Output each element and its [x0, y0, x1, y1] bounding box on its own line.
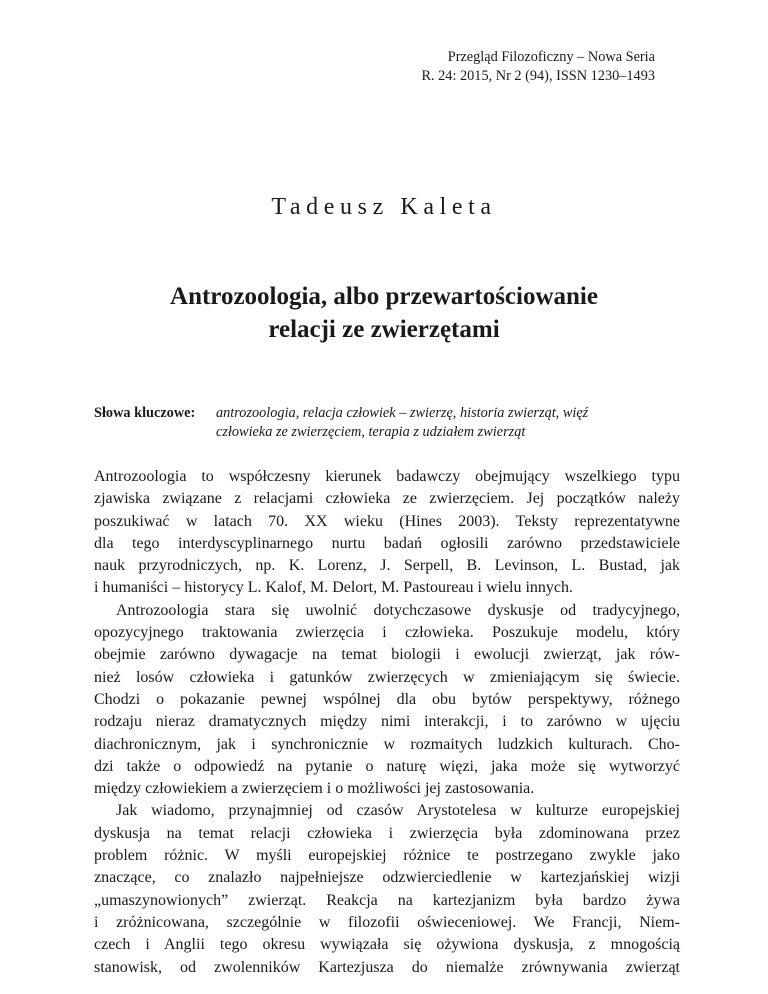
text-line: dzi także o odpowiedź na pytanie o naturę więzi, jaka może się wytworzyć — [94, 757, 680, 775]
text-line: Jak wiadomo, przynajmniej od czasów Arystotelesa w kulturze europejskiej — [116, 802, 680, 820]
keywords-block — [94, 404, 680, 442]
paragraph-3 — [94, 800, 680, 978]
text-line: Antrozoologia stara się uwolnić dotychczasowe dyskusje od tradycyjnego, — [116, 601, 680, 619]
keywords-label: Słowa kluczowe: — [94, 405, 196, 421]
text-line: Chodzi o pokazanie pewnej wspólnej dla obu bytów perspektywy, różnego — [94, 690, 680, 708]
text-line: znaczące, co znalazło najpełniejsze odzwierciedlenie w kartezjańskiej wizji — [94, 869, 680, 887]
journal-header — [421, 48, 655, 86]
journal-series: Przegląd Filozoficzny – Nowa Seria — [447, 49, 655, 65]
text-line: nież losów człowieka i gatunków zwierzęcych w zmieniającym się świecie. — [94, 668, 680, 686]
text-line: problem różnic. W myśli europejskiej różnice te postrzegano zwykle jako — [94, 847, 680, 865]
journal-issue: R. 24: 2015, Nr 2 (94), ISSN 1230–1493 — [421, 68, 655, 84]
title-line-1: Antrozoologia, albo przewartościowanie — [170, 283, 598, 310]
title-line-2: relacji ze zwierzętami — [268, 316, 500, 343]
keywords-line-1: antrozoologia, relacja człowiek – zwierzę, historia zwierząt, więź — [216, 405, 589, 421]
text-line: nauk przyrodniczych, np. K. Lorenz, J. Serpell, B. Levinson, L. Bustad, jak — [94, 557, 680, 575]
text-line: Antrozoologia to współczesny kierunek badawczy obejmujący wszelkiego typu — [94, 468, 680, 485]
paragraph-2 — [94, 600, 680, 801]
article-body — [94, 466, 680, 979]
text-line: dla tego interdyscyplinarnego nurtu badań ogłosili zarówno przedstawiciele — [94, 534, 680, 552]
text-line: rodzaju nieraz dramatycznych między nimi interakcji, i to zarówno w ujęciu — [94, 713, 680, 731]
text-line: i humaniści – historycy L. Kalof, M. Delort, M. Pastoureau i wielu innych. — [94, 579, 574, 597]
paragraph-1 — [94, 466, 680, 600]
text-line: „umaszynowionych” zwierząt. Reakcja na kartezjanizm była bardzo żywa — [94, 891, 680, 909]
text-line: diachronicznym, jak i synchronicznie w rozmaitych ludzkich kulturach. Cho- — [94, 735, 680, 753]
text-line: stanowisk, od zwolenników Kartezjusza do niemalże zrównywania zwierząt — [94, 958, 680, 976]
text-line: zjawiska związane z relacjami człowieka ze zwierzęciem. Jej początków należy — [94, 490, 680, 508]
author-name: Tadeusz Kaleta — [271, 194, 497, 220]
text-line: dyskusja na temat relacji człowieka i zwierzęcia była zdominowana przez — [94, 824, 680, 842]
text-line: między człowiekiem a zwierzęciem i o możliwości jej zastosowania. — [94, 780, 535, 798]
article-title — [0, 280, 768, 346]
keywords-line-2: człowieka ze zwierzęciem, terapia z udziałem zwierząt — [216, 424, 526, 440]
text-line: i zróżnicowana, szczególnie w filozofii oświeceniowej. We Francji, Niem- — [94, 913, 680, 931]
text-line: opozycyjnego traktowania zwierzęcia i człowieka. Poszukuje modelu, który — [94, 624, 680, 642]
text-line: czech i Anglii tego okresu wywiązała się ożywiona dyskusja, z mnogością — [94, 936, 680, 954]
text-line: obejmie zarówno dywagacje na temat biologii i ewolucji zwierząt, jak rów- — [94, 646, 680, 664]
text-line: poszukiwać w latach 70. XX wieku (Hines 2003). Teksty reprezentatywne — [94, 512, 680, 530]
